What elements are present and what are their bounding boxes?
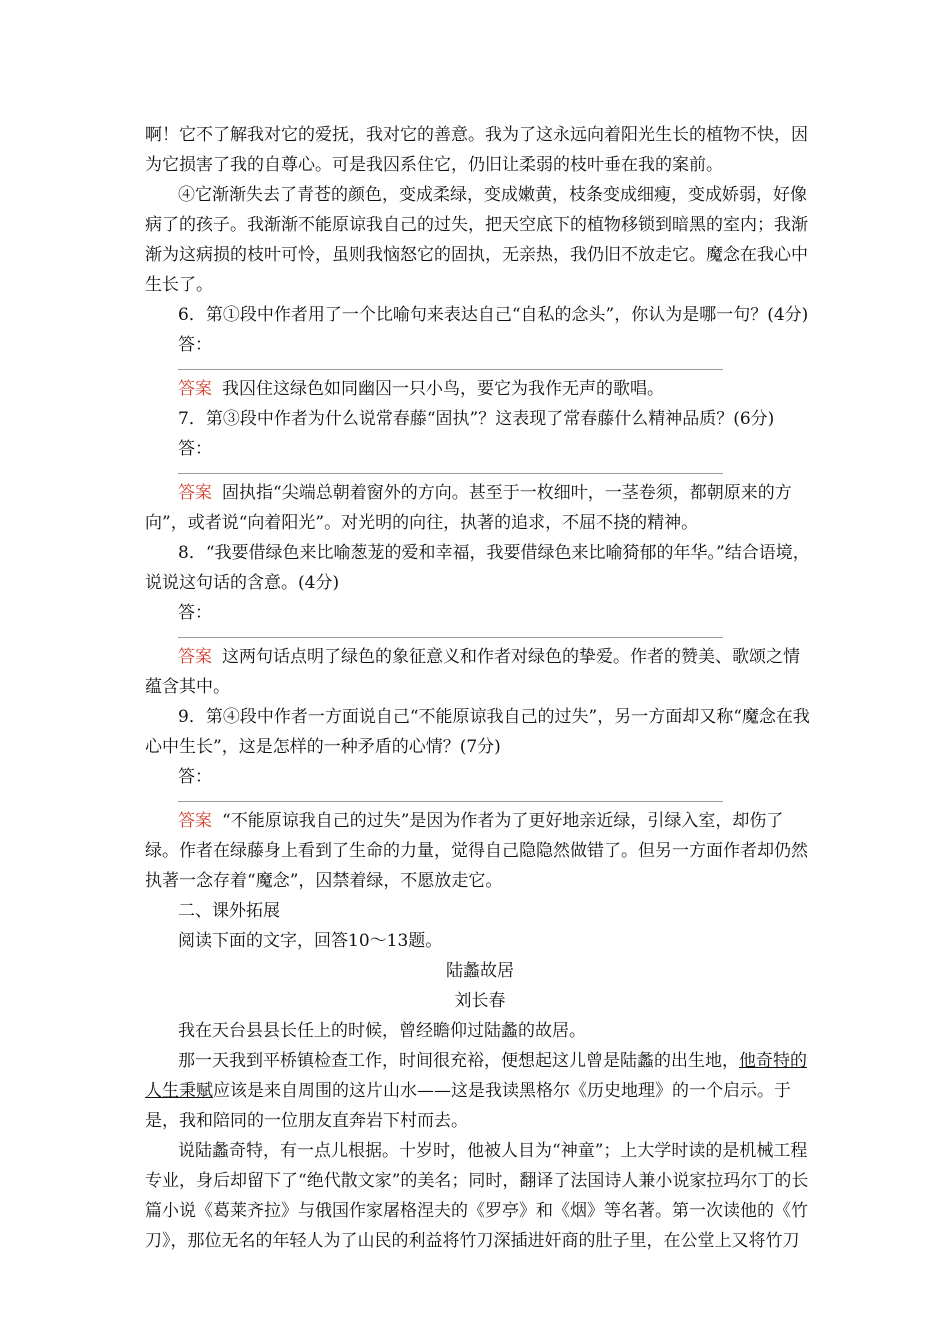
question-9: 9．第④段中作者一方面说自己“不能原谅我自己的过失”，另一方面却又称“魔念在我心中生长”，这是怎样的一种矛盾的心情？(7分) [145, 707, 810, 757]
answer-9 [145, 806, 815, 896]
article-author: 刘长春 [454, 991, 506, 1011]
answer-8 [145, 642, 815, 702]
article-paragraph-2 [145, 1046, 815, 1136]
reply-label-7: 答： [178, 439, 212, 459]
answer-line-6[interactable] [178, 369, 723, 370]
document-page [145, 120, 815, 1256]
reply-label-8: 答： [178, 603, 212, 623]
answer-6 [145, 374, 815, 404]
answer-text-8: 这两句话点明了绿色的象征意义和作者对绿色的挚爱。作者的赞美、歌颂之情蕴含其中。 [145, 647, 800, 697]
article-p2-text-a: 那一天我到平桥镇检查工作，时间很充裕，便想起这儿曾是陆蠡的出生地， [178, 1051, 739, 1071]
answer-line-8[interactable] [178, 637, 723, 638]
paragraph-4: ④它渐渐失去了青苍的颜色，变成柔绿，变成嫩黄，枝条变成细瘦，变成娇弱，好像病了的孩子。我渐渐不能原谅我自己的过失，把天空底下的植物移锁到暗黑的室内；我渐渐为这病损的枝叶可怜，虽则我恼怒它的固执，无亲热，我仍旧不放走它。魔念在我心中生长了。 [145, 185, 808, 295]
answer-line-7[interactable] [178, 473, 723, 474]
article-paragraph-1: 我在天台县县长任上的时候，曾经瞻仰过陆蠡的故居。 [178, 1021, 586, 1041]
article-title: 陆蠡故居 [446, 961, 514, 981]
question-7: 7．第③段中作者为什么说常春藤“固执”？这表现了常春藤什么精神品质？(6分) [178, 409, 775, 429]
reply-label-6: 答： [178, 335, 212, 355]
reading-instruction: 阅读下面的文字，回答10～13题。 [178, 931, 443, 951]
reply-label-9: 答： [178, 767, 212, 787]
underlined-phrase: 他奇特的人生秉赋 [145, 1051, 807, 1101]
answer-text-9: “不能原谅我自己的过失”是因为作者为了更好地亲近绿，引绿入室，却伤了绿。作者在绿藤身上看到了生命的力量，觉得自己隐隐然做错了。但另一方面作者却仍然执著一念存着“魔念”，囚禁着绿，不愿放走它。 [145, 811, 808, 891]
answer-label-6: 答案 [178, 379, 212, 399]
paragraph-3-continued: 啊！它不了解我对它的爱抚，我对它的善意。我为了这永远向着阳光生长的植物不快，因为它损害了我的自尊心。可是我囚系住它，仍旧让柔弱的枝叶垂在我的案前。 [145, 125, 808, 175]
article-p2-text-b: 应该是来自周围的这片山水——这是我读黑格尔《历史地理》的一个启示。于是，我和陪同的一位朋友直奔岩下村而去。 [145, 1081, 791, 1131]
section-heading: 二、课外拓展 [178, 901, 280, 921]
answer-label-8: 答案 [178, 647, 212, 667]
answer-7 [145, 478, 815, 538]
answer-text-7: 固执指“尖端总朝着窗外的方向。甚至于一枚细叶，一茎卷须，都朝原来的方向”，或者说“向着阳光”。对光明的向往，执著的追求，不屈不挠的精神。 [145, 483, 792, 533]
answer-line-9[interactable] [178, 801, 723, 802]
question-8: 8．“我要借绿色来比喻葱茏的爱和幸福，我要借绿色来比喻猗郁的年华。”结合语境，说说这句话的含意。(4分) [145, 543, 810, 593]
article-paragraph-3: 说陆蠡奇特，有一点儿根据。十岁时，他被人目为“神童”；上大学时读的是机械工程专业，身后却留下了“绝代散文家”的美名；同时，翻译了法国诗人兼小说家拉玛尔丁的长篇小说《葛莱齐拉》与俄国作家屠格涅夫的《罗亭》和《烟》等名著。第一次读他的《竹刀》，那位无名的年轻人为了山民的利益将竹刀深插进奸商的肚子里，在公堂上又将竹刀 [145, 1141, 809, 1251]
answer-label-7: 答案 [178, 483, 212, 503]
answer-text-6: 我囚住这绿色如同幽囚一只小鸟，要它为我作无声的歌唱。 [222, 379, 664, 399]
answer-label-9: 答案 [178, 811, 212, 831]
question-6: 6．第①段中作者用了一个比喻句来表达自己“自私的念头”，你认为是哪一句？(4分) [178, 305, 809, 325]
